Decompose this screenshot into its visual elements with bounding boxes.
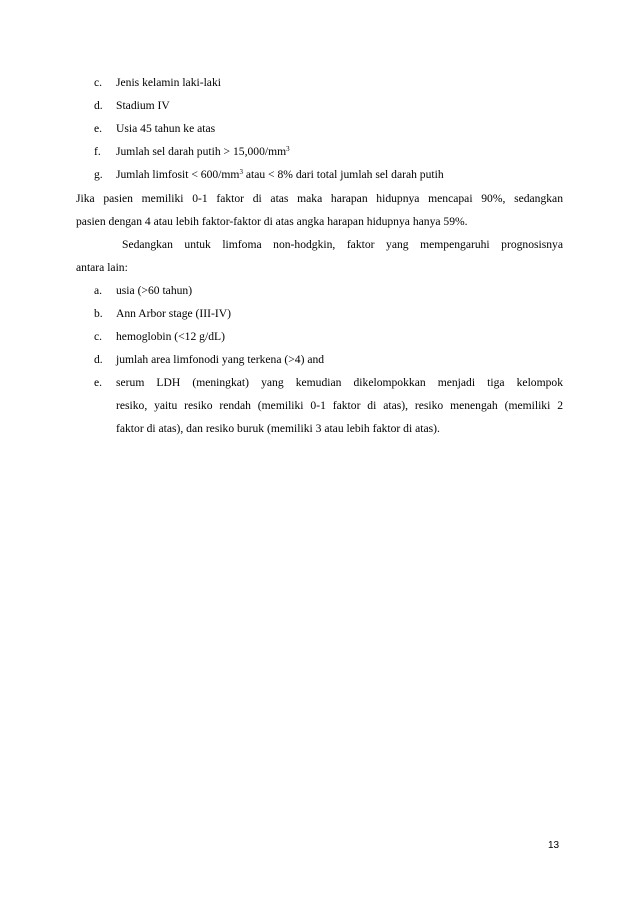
paragraph-line: pasien dengan 4 atau lebih faktor-faktor di atas angka harapan hidupnya hanya 59%.	[76, 215, 468, 228]
list-item-label: e.	[94, 376, 103, 389]
list-item-text: Ann Arbor stage (III-IV)	[116, 307, 231, 320]
paragraph-line: Sedangkan untuk limfoma non-hodgkin, faktor yang mempengaruhi prognosisnya	[122, 238, 563, 251]
list-item-text: hemoglobin (<12 g/dL)	[116, 330, 225, 343]
list-item-label: a.	[94, 284, 103, 297]
list-item-text: serum LDH (meningkat) yang kemudian dikelompokkan menjadi tiga kelompok	[116, 376, 563, 389]
list-item-label: b.	[94, 307, 103, 320]
list-item-label: c.	[94, 76, 103, 89]
paragraph-line: antara lain:	[76, 261, 128, 274]
list-item-text: Stadium IV	[116, 99, 170, 112]
list-item-text: Jumlah sel darah putih > $15,000/mm^3$	[116, 145, 290, 158]
list-item-label: d.	[94, 99, 103, 112]
list-item-text: Jumlah limfosit < $600/mm^3$ atau < 8% dari total jumlah sel darah putih	[116, 168, 444, 181]
list-item-text: jumlah area limfonodi yang terkena (>4) and	[116, 353, 325, 366]
superscript: 3	[286, 145, 290, 154]
list-item-text: usia (>60 tahun)	[116, 284, 193, 297]
list-item-label: c.	[94, 330, 103, 343]
list-item-label: d.	[94, 353, 103, 366]
page-number: 13	[548, 840, 560, 851]
list-item-label: e.	[94, 122, 103, 135]
list-item-text: Usia 45 tahun ke atas	[116, 122, 216, 135]
list-item-text: resiko, yaitu resiko rendah (memiliki 0-1 faktor di atas), resiko menengah (memiliki 2	[116, 399, 563, 412]
list-item-label: f.	[94, 145, 101, 158]
paragraph-line: Jika pasien memiliki 0-1 faktor di atas maka harapan hidupnya mencapai 90%, sedangkan	[76, 192, 563, 205]
list-item-text: faktor di atas), dan resiko buruk (memiliki 3 atau lebih faktor di atas).	[116, 422, 440, 435]
list-item-text: Jenis kelamin laki-laki	[116, 76, 221, 89]
superscript: 3	[239, 168, 243, 177]
list-item-label: g.	[94, 168, 103, 181]
